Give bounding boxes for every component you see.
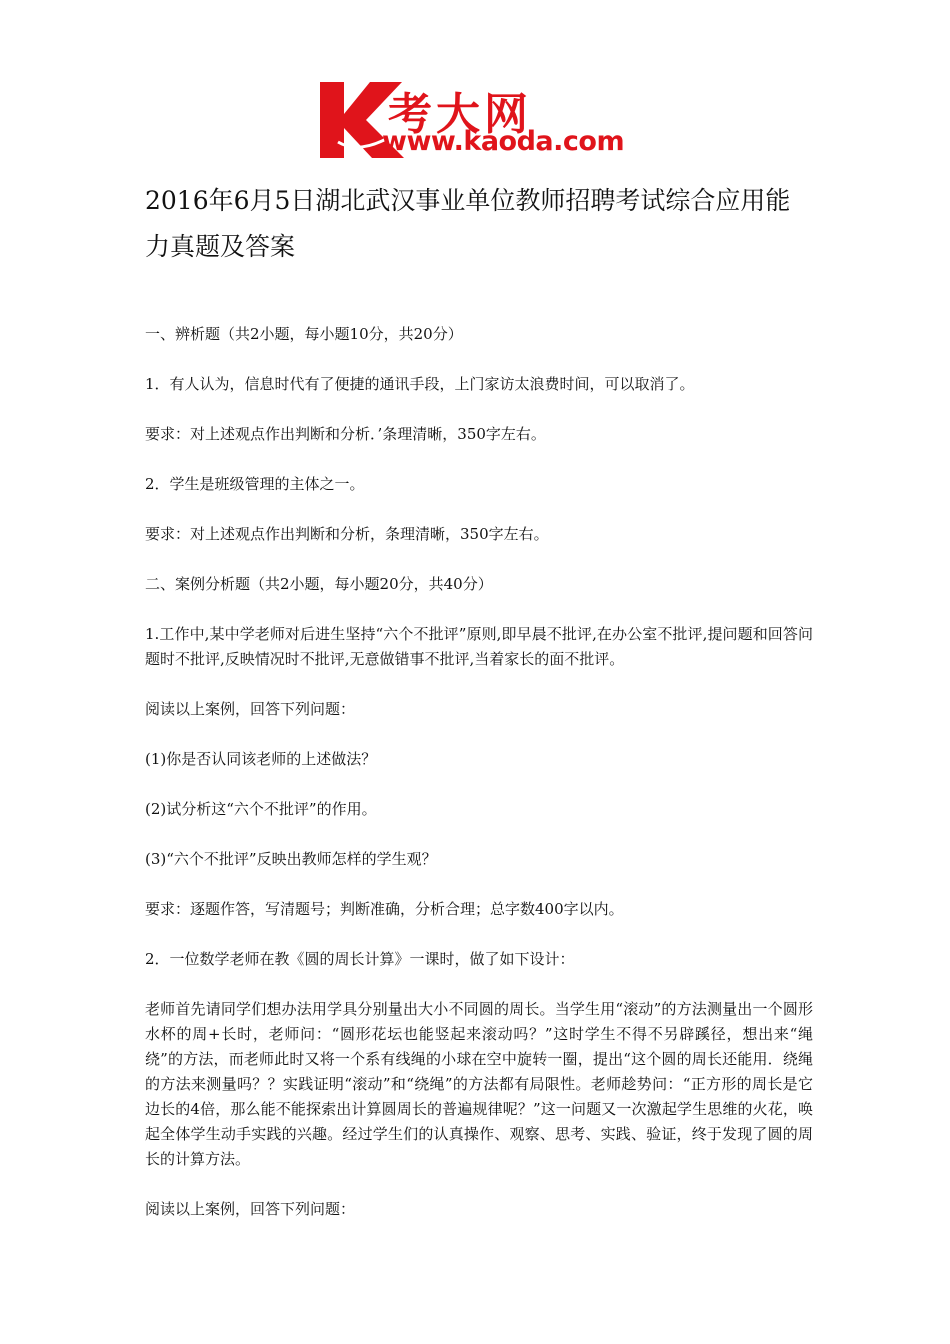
question-2-requirement: 要求：对上述观点作出判断和分析，条理清晰，350字左右。	[145, 525, 549, 543]
case-1-paragraph: 1.工作中,某中学老师对后进生坚持“六个不批评”原则,即早晨不批评,在办公室不批评,提问题和回答问题时不批评,反映情况时不批评,无意做错事不批评,当着家长的面不批评。	[145, 625, 813, 668]
document-body	[145, 322, 813, 1222]
case-1-subquestion-2: (2)试分析这“六个不批评”的作用。	[145, 800, 377, 818]
logo-chinese-text: 考大网	[388, 89, 532, 140]
case-1-subquestion-1: (1)你是否认同该老师的上述做法？	[145, 750, 377, 768]
case-1-requirement: 要求：逐题作答，写清题号；判断准确，分析合理；总字数400字以内。	[145, 900, 624, 918]
kaoda-logo	[318, 80, 640, 160]
case-2-intro: 2．一位数学老师在教《圆的周长计算》一课时，做了如下设计：	[145, 950, 575, 968]
section-heading-1: 一、辨析题（共2小题，每小题10分，共20分）	[145, 325, 463, 343]
question-1: 1．有人认为，信息时代有了便捷的通讯手段，上门家访太浪费时间，可以取消了。	[145, 375, 695, 393]
question-2: 2．学生是班级管理的主体之一。	[145, 475, 365, 493]
case-1-read-prompt: 阅读以上案例，回答下列问题：	[145, 700, 356, 718]
document-title: 2016年6月5日湖北武汉事业单位教师招聘考试综合应用能力真题及答案	[145, 186, 791, 261]
logo-url-text: www.kaoda.com	[382, 126, 625, 157]
section-heading-2: 二、案例分析题（共2小题，每小题20分，共40分）	[145, 575, 493, 593]
case-2-paragraph: 老师首先请同学们想办法用学具分别量出大小不同圆的周长。当学生用“滚动”的方法测量出一个圆形水杯的周+长时，老师问：“圆形花坛也能竖起来滚动吗？”这时学生不得不另辟蹊径，想出来“绳绕”的方法，而老师此时又将一个系有线绳的小球在空中旋转一圈，提出“这个圆的周长还能用．绕绳的方法来测量吗？？实践证明“滚动”和“绕绳”的方法都有局限性。老师趁势问：“正方形的周长是它边长的4倍，那么能不能探索出计算圆周长的普遍规律呢？”这一问题又一次激起学生思维的火花，唤起全体学生动手实践的兴趣。经过学生们的认真操作、观察、思考、实践、验证，终于发现了圆的周长的计算方法。	[145, 1000, 813, 1168]
case-1-subquestion-3: (3)“六个不批评”反映出教师怎样的学生观？	[145, 850, 437, 868]
case-2-read-prompt: 阅读以上案例，回答下列问题：	[145, 1200, 356, 1218]
question-1-requirement: 要求：对上述观点作出判断和分析．’条理清晰，350字左右。	[145, 425, 546, 443]
